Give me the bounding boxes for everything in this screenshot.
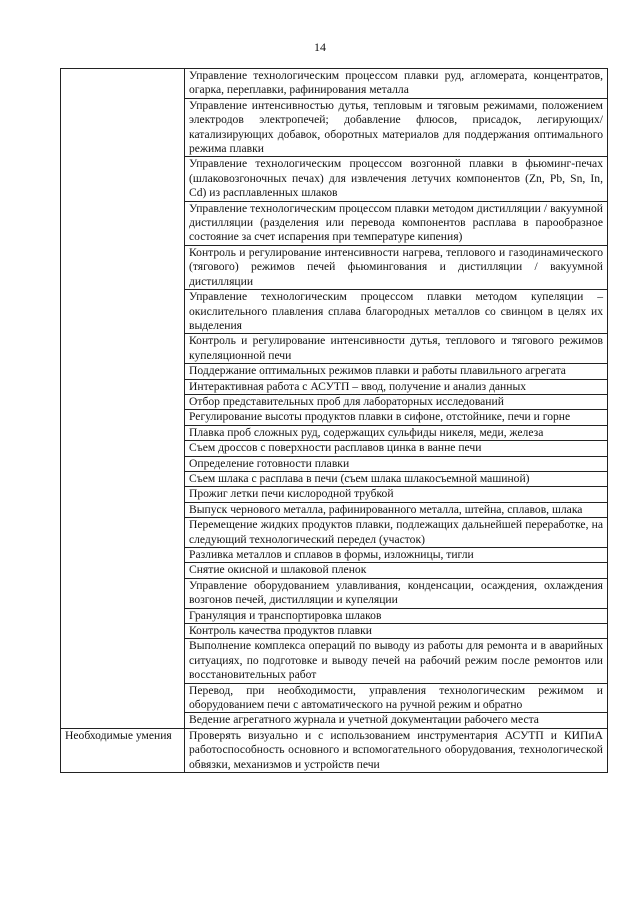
skills-label-cell: Необходимые умения: [61, 728, 185, 772]
labor-action-text: Управление технологическим процессом плавки руд, агломерата, концентратов, огарка, переплавки, рафинирования металла: [185, 69, 608, 99]
skill-text: Проверять визуально и с использованием инструментария АСУТП и КИПиА работоспособность основного и вспомогательного оборудования, технологической обвязки, механизмов и устройств печи: [185, 728, 608, 772]
labor-action-text: Разливка металлов и сплавов в формы, изложницы, тигли: [185, 548, 608, 563]
labor-action-text: Контроль и регулирование интенсивности дутья, теплового и тягового режимов купеляционной печи: [185, 334, 608, 364]
labor-action-text: Перемещение жидких продуктов плавки, подлежащих дальнейшей переработке, на следующий технологический передел (участок): [185, 518, 608, 548]
labor-action-row: [61, 69, 608, 99]
labor-action-text: Прожиг летки печи кислородной трубкой: [185, 487, 608, 502]
labor-action-text: Интерактивная работа с АСУТП – ввод, получение и анализ данных: [185, 379, 608, 394]
labor-action-text: Определение готовности плавки: [185, 456, 608, 471]
skill-row: [61, 728, 608, 772]
labor-functions-table: [60, 68, 608, 773]
labor-action-text: Контроль качества продуктов плавки: [185, 624, 608, 639]
labor-action-text: Выполнение комплекса операций по выводу из работы для ремонта и в аварийных ситуациях, по подготовке и выводу печей на рабочий режим после ремонтов или восстановительных работ: [185, 639, 608, 683]
labor-action-text: Съем дроссов с поверхности расплавов цинка в ванне печи: [185, 441, 608, 456]
labor-action-text: Поддержание оптимальных режимов плавки и работы плавильного агрегата: [185, 364, 608, 379]
labor-action-text: Отбор представительных проб для лабораторных исследований: [185, 394, 608, 409]
labor-action-text: Плавка проб сложных руд, содержащих сульфиды никеля, меди, железа: [185, 425, 608, 440]
labor-action-text: Регулирование высоты продуктов плавки в сифоне, отстойнике, печи и горне: [185, 410, 608, 425]
labor-action-text: Управление технологическим процессом возгонной плавки в фьюминг-печах (шлаковозгоночных печах) для извлечения летучих компонентов (Zn, Pb, Sn, In, Cd) из расплавленных шлаков: [185, 157, 608, 201]
labor-action-text: Управление интенсивностью дутья, тепловым и тяговым режимами, положением электродов электропечей; добавление флюсов, присадок, легирующих/катализирующих добавок, оборотных материалов для поддержания оптимального режима плавки: [185, 98, 608, 157]
labor-action-text: Съем шлака с расплава в печи (съем шлака шлакосъемной машиной): [185, 471, 608, 486]
labor-action-text: Управление технологическим процессом плавки методом дистилляции / вакуумной дистилляции (разделения или перевода компонентов расплава в парообразное состояние за счет испарения при температуре кипения): [185, 201, 608, 245]
section-label-cell: [61, 69, 185, 729]
labor-action-text: Перевод, при необходимости, управления технологическим режимом и оборудованием печи с автоматического на ручной режим и обратно: [185, 683, 608, 713]
page-number: 14: [314, 40, 326, 54]
labor-action-text: Выпуск чернового металла, рафинированного металла, штейна, сплавов, шлака: [185, 502, 608, 517]
labor-action-text: Снятие окисной и шлаковой пленок: [185, 563, 608, 578]
labor-action-text: Контроль и регулирование интенсивности нагрева, теплового и газодинамического (тягового) режимов печей фьюмингования и дистилляции / вакуумной дистилляции: [185, 245, 608, 289]
labor-action-text: Управление оборудованием улавливания, конденсации, осаждения, охлаждения возгонов печей, дистилляции и купеляции: [185, 578, 608, 608]
labor-action-text: Грануляция и транспортировка шлаков: [185, 608, 608, 623]
labor-action-text: Ведение агрегатного журнала и учетной документации рабочего места: [185, 713, 608, 728]
labor-action-text: Управление технологическим процессом плавки методом купеляции – окислительного плавления сплава благородных металлов со свинцом в целях их выделения: [185, 290, 608, 334]
